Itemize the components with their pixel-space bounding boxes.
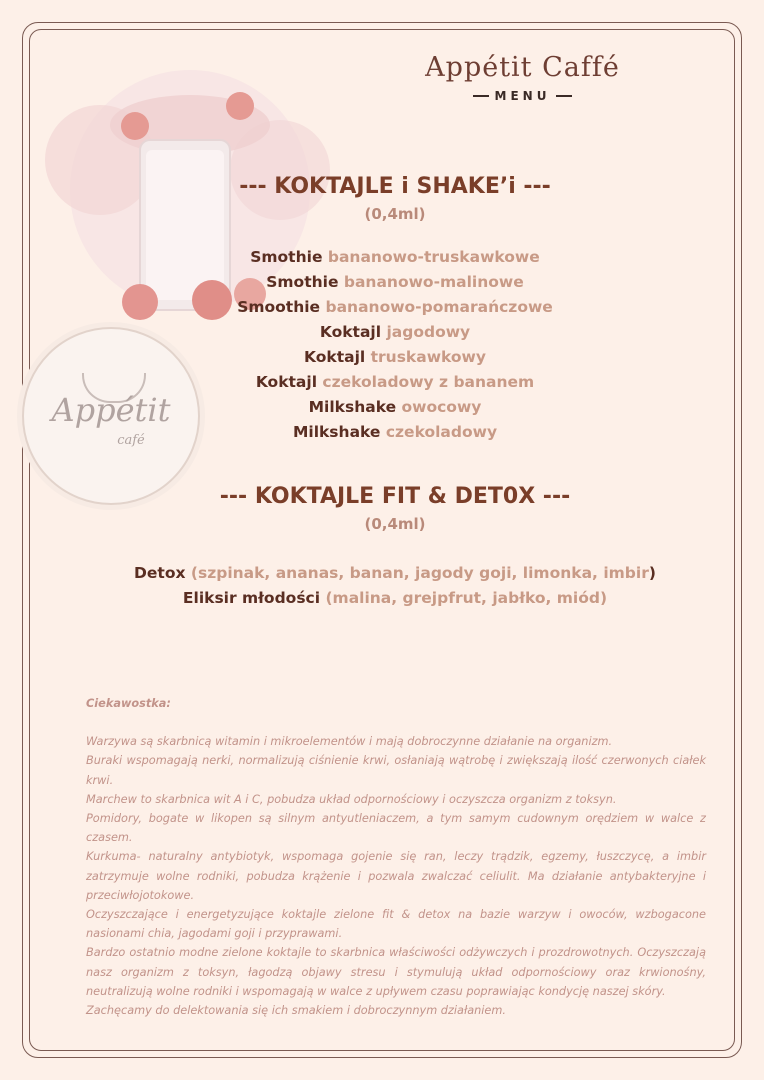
section-title: --- KOKTAJLE i SHAKE’i ---	[239, 174, 551, 199]
menu-item: Milkshake owocowy	[308, 398, 482, 416]
section-koktajle-fit-detox	[60, 484, 730, 611]
trivia-paragraph: Pomidory, bogate w likopen są silnym antyutleniaczem, a tym samym cudownym orędziem w walce z czasem.	[86, 812, 706, 845]
menu-item: Smothie bananowo-truskawkowe	[250, 248, 540, 266]
menu-item: Koktajl truskawkowy	[304, 348, 486, 366]
logo-subtext: café	[117, 433, 145, 448]
menu-label: MENU	[494, 89, 551, 103]
trivia-block	[86, 694, 706, 1020]
section-koktajle-shake	[60, 174, 730, 445]
trivia-paragraph: Bardzo ostatnio modne zielone koktajle to skarbnica właściwości odżywczych i prozdrowotnych. Oczyszczają nasz organizm z toksyn, łagodzą objawy stresu i stymulują układ odpornościowy oraz krwionośny, neutralizują wolne rodniki i wspomagają w walce z upływem czasu poprawiając kondycję naszej skóry.	[86, 946, 706, 998]
section-volume: (0,4ml)	[364, 515, 426, 533]
menu-list	[60, 561, 730, 611]
menu-item: Smoothie bananowo-pomarańczowe	[237, 298, 553, 316]
trivia-paragraph: Warzywa są skarbnicą witamin i mikroelementów i mają dobroczynne działanie na organizm.	[86, 735, 613, 749]
section-title: --- KOKTAJLE FIT & DET0X ---	[219, 484, 571, 509]
section-volume: (0,4ml)	[364, 205, 426, 223]
trivia-paragraph: Kurkuma- naturalny antybiotyk, wspomaga gojenie się ran, leczy trądzik, egzemy, łuszczycę, a imbir zatrzymuje wolne rodniki, pobudza krążenie i pozwala zwalczać celiulit. Ma działanie antybakteryjne i przeciwłojotokowe.	[86, 850, 706, 902]
menu-item: Eliksir młodości (malina, grejpfrut, jabłko, miód)	[182, 589, 608, 607]
trivia-paragraph: Zachęcamy do delektowania się ich smakiem i dobroczynnym działaniem.	[86, 1004, 506, 1018]
brand-subtitle	[380, 89, 665, 103]
menu-item: Detox (szpinak, ananas, banan, jagody goji, limonka, imbir)	[134, 564, 656, 582]
trivia-paragraph: Marchew to skarbnica wit A i C, pobudza układ odpornościowy i oczyszcza organizm z toksyn.	[86, 792, 617, 806]
menu-item: Koktajl czekoladowy z bananem	[255, 373, 535, 391]
menu-list	[60, 245, 730, 445]
trivia-heading: Ciekawostka:	[86, 697, 171, 710]
trivia-paragraph: Buraki wspomagają nerki, normalizują ciśnienie krwi, osłaniają wątrobę i zwiększają ilość czerwonych ciałek krwi.	[86, 754, 706, 787]
trivia-paragraph: Oczyszczające i energetyzujące koktajle zielone fit & detox na bazie warzyw i owoców, wzbogacone nasionami chia, jagodami goji i przyprawami.	[86, 908, 706, 941]
brand-title: Appétit Caffé	[425, 52, 620, 83]
menu-item: Milkshake czekoladowy	[292, 423, 498, 441]
logo-text: Appétit	[51, 391, 171, 429]
menu-item: Smothie bananowo-malinowe	[266, 273, 524, 291]
menu-item: Koktajl jagodowy	[319, 323, 471, 341]
